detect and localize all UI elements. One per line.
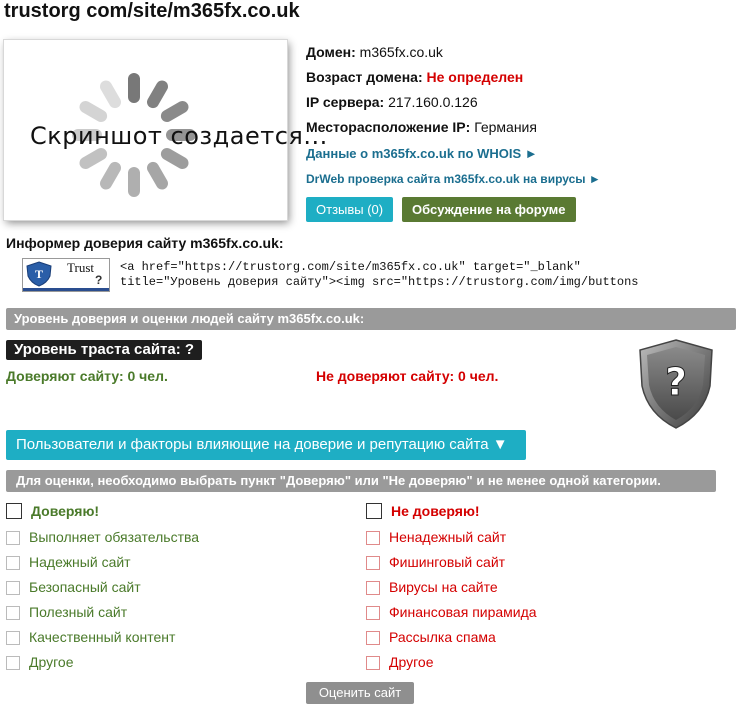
checkbox-icon[interactable] xyxy=(6,606,20,620)
informer-code-textarea[interactable]: <a href="https://trustorg.com/site/m365fx.co.uk" target="_blank" title="Уровень доверия сайту"><img src="https://trustorg.com/img/buttons xyxy=(120,260,639,289)
shield-logo-icon xyxy=(25,261,53,287)
badge-question-mark: ? xyxy=(95,273,103,287)
trust-option-useful[interactable]: Полезный сайт xyxy=(6,604,127,620)
distrust-main-checkbox[interactable]: Не доверяю! xyxy=(366,503,480,519)
checkbox-icon[interactable] xyxy=(366,503,382,519)
checkbox-icon[interactable] xyxy=(366,656,380,670)
informer-title: Информер доверия сайту m365fx.co.uk: xyxy=(6,235,284,251)
trust-option-other[interactable]: Другое xyxy=(6,654,73,670)
rating-instruction: Для оценки, необходимо выбрать пункт "Доверяю" или "Не доверяю" и не менее одной категории. xyxy=(6,470,716,492)
trust-main-checkbox[interactable]: Доверяю! xyxy=(6,503,99,519)
trust-option-reliable[interactable]: Надежный сайт xyxy=(6,554,131,570)
server-ip-row xyxy=(306,94,478,110)
distrust-option-phishing[interactable]: Фишинговый сайт xyxy=(366,554,505,570)
distrust-count: Не доверяют сайту: 0 чел. xyxy=(316,368,499,384)
checkbox-icon[interactable] xyxy=(366,556,380,570)
server-ip-label: IP сервера: xyxy=(306,94,385,110)
forum-discussion-button[interactable]: Обсуждение на форуме xyxy=(402,197,576,222)
spinner-spoke xyxy=(128,73,140,103)
checkbox-icon[interactable] xyxy=(366,631,380,645)
trust-count: Доверяют сайту: 0 чел. xyxy=(6,368,168,384)
spinner-spoke xyxy=(98,160,123,192)
checkbox-icon[interactable] xyxy=(366,606,380,620)
domain-age-row xyxy=(306,69,523,85)
code-scroll-indicator: ⠀⠀ xyxy=(710,282,724,292)
checkbox-icon[interactable] xyxy=(6,503,22,519)
checkbox-icon[interactable] xyxy=(6,556,20,570)
spinner-spoke xyxy=(77,99,109,124)
checkbox-icon[interactable] xyxy=(366,581,380,595)
checkbox-icon[interactable] xyxy=(6,531,20,545)
domain-label: Домен: xyxy=(306,44,356,60)
spinner-spoke xyxy=(145,78,170,110)
badge-underline xyxy=(23,288,109,291)
whois-link[interactable]: Данные о m365fx.co.uk по WHOIS ► xyxy=(306,146,538,161)
domain-age-value: Не определен xyxy=(426,69,524,85)
checkbox-icon[interactable] xyxy=(6,581,20,595)
svg-text:T: T xyxy=(34,267,44,281)
rate-site-button[interactable]: Оценить сайт xyxy=(306,682,414,704)
checkbox-icon[interactable] xyxy=(366,531,380,545)
screenshot-placeholder-text: Скриншот создается... xyxy=(30,122,328,150)
shield-question-mark: ? xyxy=(664,360,688,404)
trust-shield-icon xyxy=(636,338,716,430)
reviews-button[interactable]: Отзывы (0) xyxy=(306,197,393,222)
domain-age-label: Возраст домена: xyxy=(306,69,423,85)
trust-section-header: Уровень доверия и оценки людей сайту m365fx.co.uk: xyxy=(6,308,736,330)
badge-trust-text: Trust xyxy=(67,260,94,275)
domain-value: m365fx.co.uk xyxy=(359,44,443,60)
spinner-spoke xyxy=(145,160,170,192)
domain-row xyxy=(306,44,443,60)
spinner-spoke xyxy=(98,78,123,110)
page-title: trustorg com/site/m365fx.co.uk xyxy=(4,0,300,22)
spinner-spoke xyxy=(159,99,191,124)
distrust-option-viruses[interactable]: Вирусы на сайте xyxy=(366,579,498,595)
trust-option-quality-content[interactable]: Качественный контент xyxy=(6,629,175,645)
trust-option-safe[interactable]: Безопасный сайт xyxy=(6,579,141,595)
site-screenshot-placeholder xyxy=(4,40,328,220)
ip-location-value: Германия xyxy=(474,119,537,135)
distrust-option-spam[interactable]: Рассылка спама xyxy=(366,629,496,645)
users-factors-toggle[interactable]: Пользователи и факторы влияющие на доверие и репутацию сайта ▼ xyxy=(6,430,526,460)
distrust-option-pyramid[interactable]: Финансовая пирамида xyxy=(366,604,537,620)
ip-location-label: Месторасположение IP: xyxy=(306,119,471,135)
spinner-spoke xyxy=(128,167,140,197)
distrust-option-unreliable[interactable]: Ненадежный сайт xyxy=(366,529,506,545)
server-ip-value: 217.160.0.126 xyxy=(388,94,478,110)
trust-option-obligations[interactable]: Выполняет обязательства xyxy=(6,529,199,545)
trust-informer-badge[interactable] xyxy=(22,258,110,292)
trust-level-badge: Уровень траста сайта: ? xyxy=(6,340,202,360)
ip-location-row xyxy=(306,119,537,135)
drweb-check-link[interactable]: DrWeb проверка сайта m365fx.co.uk на вирусы ► xyxy=(306,172,601,186)
checkbox-icon[interactable] xyxy=(6,631,20,645)
checkbox-icon[interactable] xyxy=(6,656,20,670)
distrust-option-other[interactable]: Другое xyxy=(366,654,433,670)
